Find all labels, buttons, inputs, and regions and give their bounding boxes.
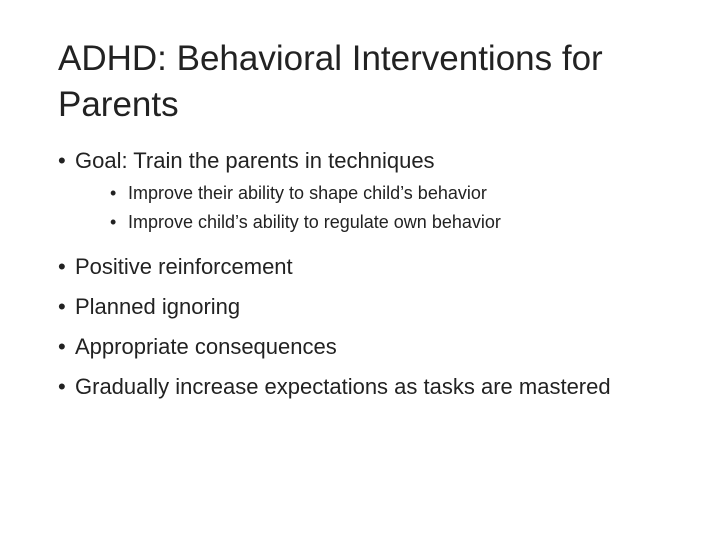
bullet-list <box>58 146 678 401</box>
spacer <box>58 237 678 247</box>
sub-bullet-text: Improve their ability to shape child’s behavior <box>128 183 487 203</box>
bullet-marker: • <box>58 294 66 319</box>
bullet-text: Appropriate consequences <box>75 334 337 359</box>
bullet-text: Planned ignoring <box>75 294 241 319</box>
sub-bullet-list <box>75 179 678 237</box>
sub-bullet-item <box>75 208 678 237</box>
sub-bullet-item <box>75 179 678 208</box>
bullet-text: Gradually increase expectations as tasks are mastered <box>75 374 611 399</box>
bullet-text: Positive reinforcement <box>75 254 293 279</box>
bullet-item <box>58 327 678 367</box>
bullet-marker: • <box>58 148 66 173</box>
bullet-goal <box>58 146 678 237</box>
bullet-marker: • <box>58 374 66 399</box>
bullet-marker: • <box>110 212 117 232</box>
bullet-item <box>58 247 678 287</box>
bullet-goal-text: Goal: Train the parents in techniques <box>75 148 435 173</box>
bullet-marker: • <box>58 254 66 279</box>
bullet-marker: • <box>58 334 66 359</box>
bullet-item <box>58 287 678 327</box>
sub-bullet-text: Improve child’s ability to regulate own behavior <box>128 212 501 232</box>
bullet-marker: • <box>110 183 117 203</box>
bullet-item <box>58 373 678 401</box>
slide-title: ADHD: Behavioral Interventions for Parents <box>58 39 603 124</box>
